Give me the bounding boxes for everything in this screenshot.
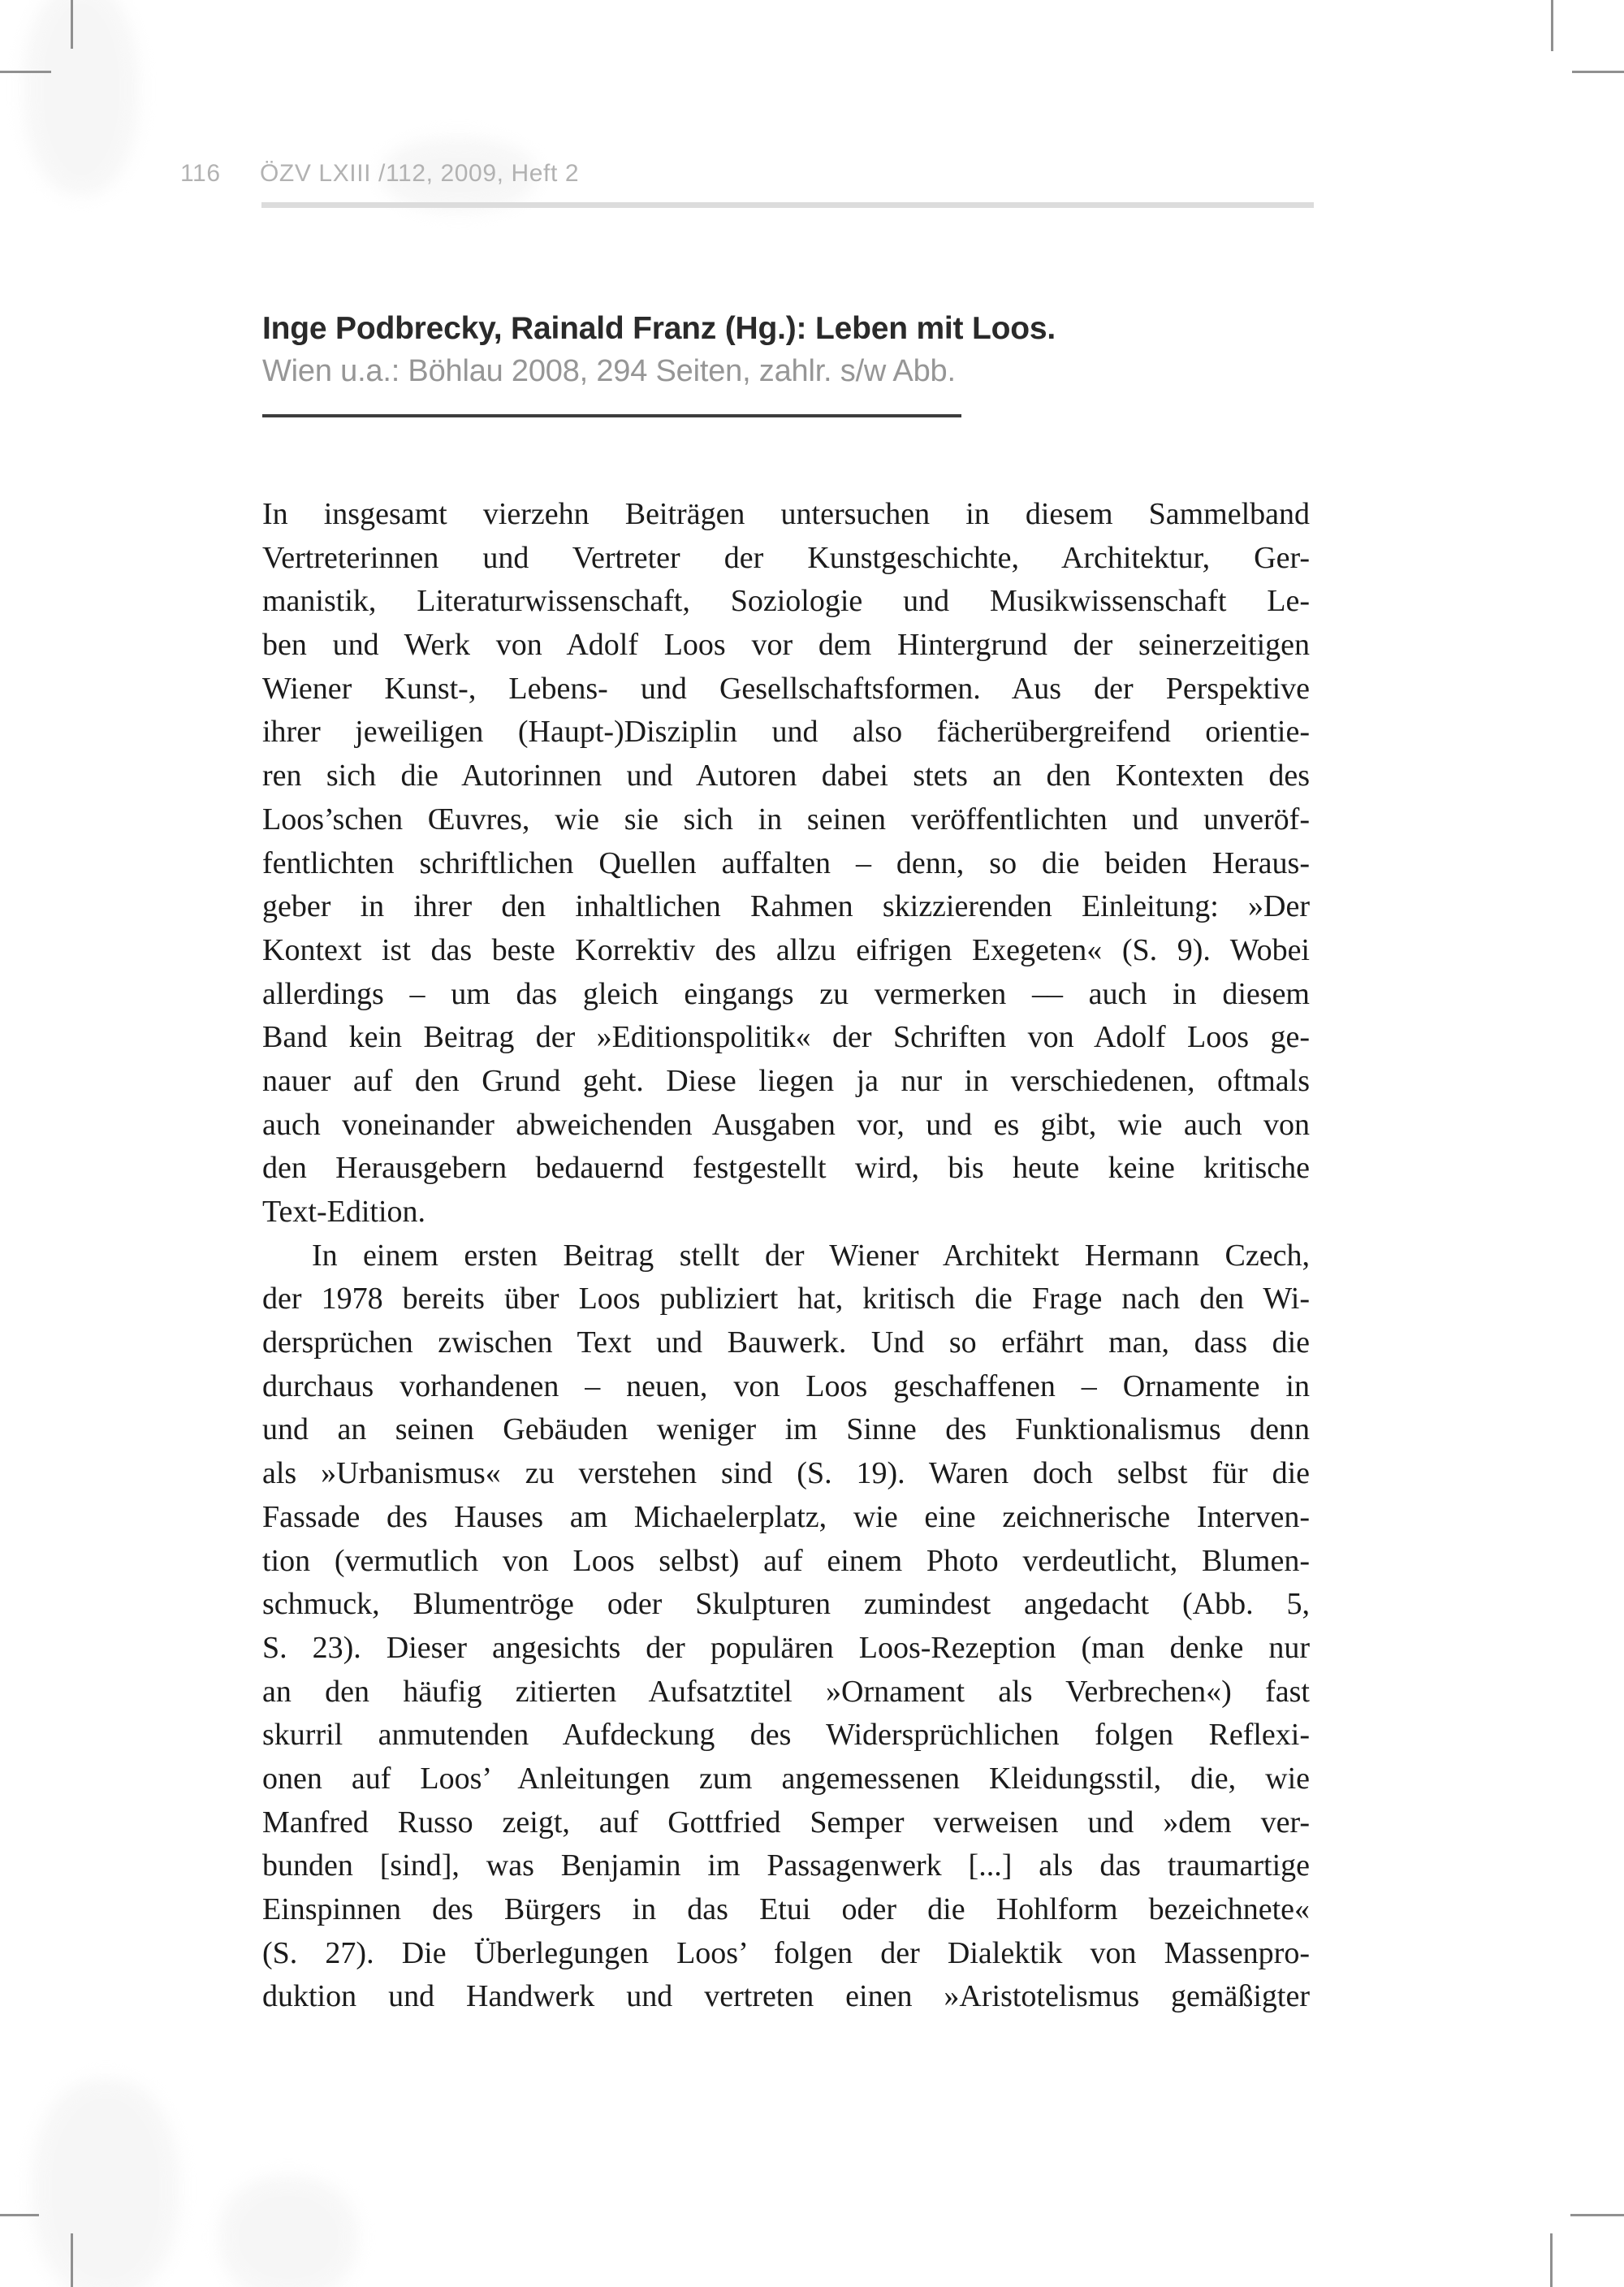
body-line: geber in ihrer den inhaltlichen Rahmen skizzierenden Einleitung: »Der xyxy=(262,889,1310,924)
crop-mark-bottom-right-vertical xyxy=(1550,2233,1553,2287)
body-line: ren sich die Autorinnen und Autoren dabei stets an den Kontexten des xyxy=(262,759,1310,793)
body-line: In einem ersten Beitrag stellt der Wiener Architekt Hermann Czech, xyxy=(312,1238,1310,1273)
body-line: auch voneinander abweichenden Ausgaben vor, und es gibt, wie auch von xyxy=(262,1107,1310,1142)
body-line: Band kein Beitrag der »Editionspolitik« der Schriften von Adolf Loos ge- xyxy=(262,1020,1310,1055)
body-line: manistik, Literaturwissenschaft, Soziologie und Musikwissenschaft Le- xyxy=(262,584,1310,619)
scan-smudge xyxy=(32,2079,179,2287)
body-line: duktion und Handwerk und vertreten einen »Aristotelismus gemäßigter xyxy=(262,1979,1310,2014)
body-line: Fassade des Hauses am Michaelerplatz, wie eine zeichnerische Interven- xyxy=(262,1499,1310,1534)
body-line: skurril anmutenden Aufdeckung des Widersprüchlichen folgen Reflexi- xyxy=(262,1718,1310,1753)
crop-mark-top-right-horizontal xyxy=(1572,71,1624,73)
body-line: Text-Edition. xyxy=(262,1195,426,1229)
scan-smudge xyxy=(219,2177,357,2287)
scan-smudge xyxy=(24,0,138,195)
body-line: (S. 27). Die Überlegungen Loos’ folgen der Dialektik von Massenpro- xyxy=(262,1935,1310,1970)
body-text-column xyxy=(262,493,1310,2019)
body-line: der 1978 bereits über Loos publiziert hat, kritisch die Frage nach den Wi- xyxy=(262,1282,1310,1316)
crop-mark-top-left-horizontal xyxy=(0,71,51,73)
body-line: bunden [sind], was Benjamin im Passagenwerk [...] als das traumartige xyxy=(262,1848,1310,1883)
body-line: dersprüchen zwischen Text und Bauwerk. Und so erfährt man, dass die xyxy=(262,1325,1310,1360)
title-rule xyxy=(262,414,961,417)
body-line: den Herausgebern bedauernd festgestellt wird, bis heute keine kritische xyxy=(262,1151,1310,1186)
body-line: schmuck, Blumentröge oder Skulpturen zumindest angedacht (Abb. 5, xyxy=(262,1587,1310,1622)
body-line: onen auf Loos’ Anleitungen zum angemessenen Kleidungsstil, die, wie xyxy=(262,1761,1310,1796)
body-line: fentlichten schriftlichen Quellen auffalten – denn, so die beiden Heraus- xyxy=(262,845,1310,880)
crop-mark-bottom-left-horizontal xyxy=(0,2214,39,2216)
page-number: 116 xyxy=(180,160,221,187)
body-line: S. 23). Dieser angesichts der populären Loos-Rezeption (man denke nur xyxy=(262,1630,1310,1665)
body-line: Manfred Russo zeigt, auf Gottfried Semper verweisen und »dem ver- xyxy=(262,1805,1310,1840)
body-lines xyxy=(262,493,1310,2019)
body-line: Loos’schen Œuvres, wie sie sich in seinen veröffentlichten und unveröf- xyxy=(262,802,1310,837)
body-line: und an seinen Gebäuden weniger im Sinne des Funktionalismus denn xyxy=(262,1412,1310,1447)
body-line: allerdings – um das gleich eingangs zu vermerken –– auch in diesem xyxy=(262,976,1310,1011)
crop-mark-bottom-left-vertical xyxy=(71,2233,73,2287)
body-line: nauer auf den Grund geht. Diese liegen ja nur in verschiedenen, oftmals xyxy=(262,1063,1310,1098)
body-line: an den häufig zitierten Aufsatztitel »Ornament als Verbrechen«) fast xyxy=(262,1674,1310,1709)
crop-mark-top-left-vertical xyxy=(71,0,73,49)
body-line: In insgesamt vierzehn Beiträgen untersuchen in diesem Sammelband xyxy=(262,497,1310,531)
body-line: als »Urbanismus« zu verstehen sind (S. 19). Waren doch selbst für die xyxy=(262,1456,1310,1491)
body-line: durchaus vorhandenen – neuen, von Loos geschaffenen – Ornamente in xyxy=(262,1368,1310,1403)
body-line: Einspinnen des Bürgers in das Etui oder die Hohlform bezeichnete« xyxy=(262,1892,1310,1926)
body-line: Wiener Kunst-, Lebens- und Gesellschaftsformen. Aus der Perspektive xyxy=(262,671,1310,706)
body-line: tion (vermutlich von Loos selbst) auf einem Photo verdeutlicht, Blumen- xyxy=(262,1543,1310,1578)
journal-reference: ÖZV LXIII /112, 2009, Heft 2 xyxy=(260,160,580,187)
body-line: ihrer jeweiligen (Haupt-)Disziplin und also fächerübergreifend orientie- xyxy=(262,715,1310,750)
header-rule xyxy=(261,202,1314,208)
crop-mark-top-right-vertical xyxy=(1551,0,1553,51)
body-line: Vertreterinnen und Vertreter der Kunstgeschichte, Architektur, Ger- xyxy=(262,540,1310,575)
review-title: Inge Podbrecky, Rainald Franz (Hg.): Leben mit Loos. xyxy=(262,311,1056,346)
crop-mark-bottom-right-horizontal xyxy=(1570,2214,1624,2216)
body-line: Kontext ist das beste Korrektiv des allzu eifrigen Exegeten« (S. 9). Wobei xyxy=(262,932,1310,967)
body-line: ben und Werk von Adolf Loos vor dem Hintergrund der seinerzeitigen xyxy=(262,628,1310,663)
review-imprint: Wien u.a.: Böhlau 2008, 294 Seiten, zahlr. s/w Abb. xyxy=(262,354,956,388)
